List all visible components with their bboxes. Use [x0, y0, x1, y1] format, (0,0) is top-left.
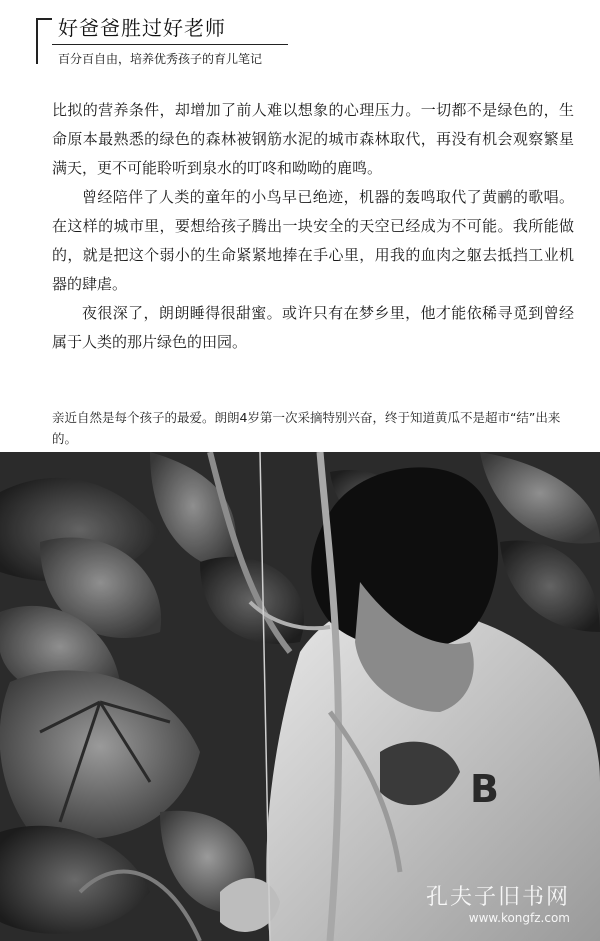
running-header	[36, 8, 286, 70]
watermark-site-name: 孔夫子旧书网	[425, 885, 570, 910]
watermark-url: www.kongfz.com	[468, 911, 570, 925]
book-subtitle: 百分百自由，培养优秀孩子的育儿笔记	[58, 52, 263, 66]
watermark	[426, 880, 570, 925]
photo-child-picking-cucumbers	[0, 452, 600, 941]
photo-caption: 亲近自然是每个孩子的最爱。朗朗4岁第一次采摘特别兴奋，终于知道黄瓜不是超市“结”出来的。	[52, 410, 561, 446]
book-title: 好爸爸胜过好老师	[58, 16, 226, 40]
paragraph-3: 夜很深了，朗朗睡得很甜蜜。或许只有在梦乡里，他才能依稀寻觅到曾经属于人类的那片绿色的田园。	[52, 304, 574, 351]
header-corner-bracket	[36, 18, 52, 64]
body-text	[52, 96, 574, 357]
paragraph-1: 比拟的营养条件，却增加了前人难以想象的心理压力。一切都不是绿色的，生命原本最熟悉的绿色的森林被钢筋水泥的城市森林取代，再没有机会观察繁星满天，更不可能聆听到泉水的叮咚和呦呦的鹿鸣。	[52, 101, 574, 177]
header-rule	[52, 44, 288, 45]
svg-text:B: B	[470, 767, 499, 811]
paragraph-2: 曾经陪伴了人类的童年的小鸟早已绝迹，机器的轰鸣取代了黄鹂的歌唱。在这样的城市里，要想给孩子腾出一块安全的天空已经成为不可能。我所能做的，就是把这个弱小的生命紧紧地捧在手心里，用我的血肉之躯去抵挡工业机器的肆虐。	[52, 188, 574, 293]
